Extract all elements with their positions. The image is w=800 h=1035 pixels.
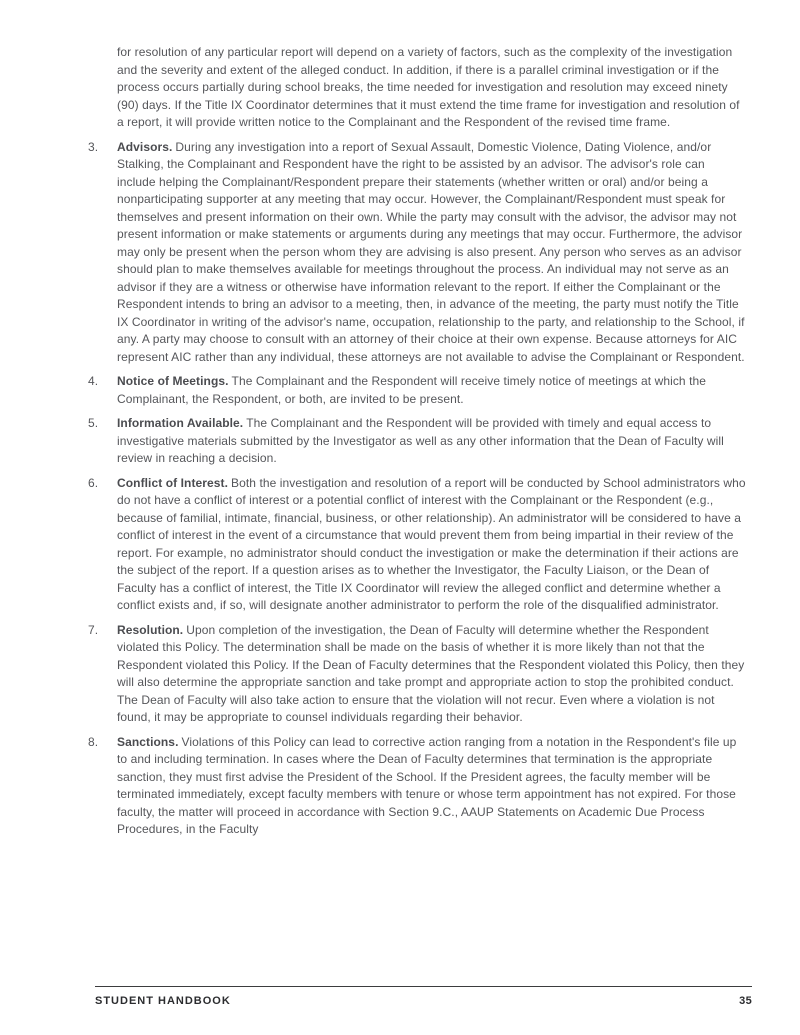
list-item-number: 7. (88, 622, 99, 637)
list-item-text (117, 373, 746, 408)
list-item-text (117, 415, 746, 468)
intro-paragraph: for resolution of any particular report will depend on a variety of factors, such as the complexity of the investigation and the severity and extent of the alleged conduct. In addition, if there is a parallel criminal investigation or if the process occurs partially during school breaks, the time needed for investigation and resolution may exceed ninety (90) days. If the Title IX Coordinator determines that it must extend the time frame for investigation and resolution of a report, it will provide written notice to the Complainant and the Respondent of the revised time frame. (117, 45, 740, 129)
list-item-title: Resolution. (117, 622, 184, 637)
list-item-text (117, 475, 746, 615)
list-item-notice-of-meetings (88, 373, 746, 408)
list-item-number: 3. (88, 139, 99, 154)
numbered-policy-list (88, 139, 746, 839)
footer-handbook-title: STUDENT HANDBOOK (95, 995, 231, 1007)
list-item-number: 8. (88, 734, 99, 749)
list-item-number: 4. (88, 374, 99, 388)
list-item-number: 6. (88, 475, 99, 490)
list-item-title: Notice of Meetings. (117, 374, 229, 388)
list-item-title: Conflict of Interest. (117, 475, 229, 490)
list-item-conflict-of-interest (88, 475, 746, 615)
list-item-body: During any investigation into a report of Sexual Assault, Domestic Violence, Dating Violence, and/or Stalking, the Complainant and Respondent have the right to be assisted by an advisor. The advisor's role can include helping the Complainant/Respondent prepare their statements (whether written or oral) and/or being a nonparticipating supporter at any meeting that may occur. However, the Complainant/Respondent must speak for themselves and present information on their own. While the party may consult with the advisor, the advisor may not present information or make statements or arguments during any meetings that may occur. Furthermore, the advisor may only be present when the person whom they are advising is also present. Any person who serves as an advisor should plan to make themselves available for meetings throughout the process. An individual may not serve as an advisor if they are a witness or otherwise have information relevant to the report. If either the Complainant or the Respondent intends to bring an advisor to a meeting, then, in advance of the meeting, the party must notify the Title IX Coordinator in writing of the advisor's name, occupation, relationship to the party, and relationship to the School, if any. A party may choose to consult with an attorney of their choice at their own expense. Because attorneys for AIC represent AIC rather than any individual, these attorneys are not available to advise the Complainant or Respondent. (117, 139, 745, 364)
list-item-text (117, 139, 746, 367)
list-item-text (117, 622, 746, 727)
list-item-number: 5. (88, 416, 99, 430)
list-item-title: Sanctions. (117, 734, 179, 749)
list-item-text (117, 734, 746, 839)
list-item-body: The Complainant and the Respondent will receive timely notice of meetings at which the Complainant, the Respondent, or both, are invited to be present. (117, 374, 706, 406)
list-item-title: Information Available. (117, 416, 244, 430)
page-number: 35 (739, 995, 752, 1007)
list-item-body: The Complainant and the Respondent will be provided with timely and equal access to investigative materials submitted by the Investigator as well as any other information that the Dean of Faculty will review in reaching a decision. (117, 416, 724, 465)
list-item-body: Upon completion of the investigation, the Dean of Faculty will determine whether the Respondent violated this Policy. The determination shall be made on the basis of whether it is more likely than not that the Respondent violated this Policy. If the Dean of Faculty determines that the Respondent violated this Policy, then they will also determine the appropriate sanction and take prompt and appropriate action to stop the prohibited conduct. The Dean of Faculty will also take action to ensure that the violation will not recur. Even where a violation is not found, it may be appropriate to counsel individuals regarding their behavior. (117, 622, 745, 724)
list-item-advisors (88, 139, 746, 367)
list-item-body: Both the investigation and resolution of a report will be conducted by School administrators who do not have a conflict of interest or a potential conflict of interest with the Complainant or the Respondent (e.g., because of familial, intimate, financial, business, or other relationship). An administrator will be considered to have a conflict of interest in the event of a circumstance that would prevent them from being impartial in their review of the report. For example, no administrator should conduct the investigation or make the determination if their actions are the subject of the report. If a question arises as to whether the Investigator, the Faculty Liaison, or the Dean of Faculty has a conflict of interest, the Title IX Coordinator will review the alleged conflict and determine whether a conflict exists and, if so, will designate another administrator to perform the role of the disqualified administrator. (117, 475, 746, 612)
list-item-information-available (88, 415, 746, 468)
list-item-sanctions (88, 734, 746, 839)
list-item-body: Violations of this Policy can lead to corrective action ranging from a notation in the Respondent's file up to and including termination. In cases where the Dean of Faculty determines that termination is the appropriate sanction, they must first advise the President of the School. If the President agrees, the faculty member will be terminated immediately, except faculty members with tenure or whose term appointment has not expired. For those faculty, the matter will proceed in accordance with Section 9.C., AAUP Statements on Academic Due Process Procedures, in the Faculty (117, 734, 737, 836)
list-item-title: Advisors. (117, 139, 173, 154)
page-content (88, 44, 746, 839)
page-footer (95, 986, 752, 1007)
list-item-resolution (88, 622, 746, 727)
